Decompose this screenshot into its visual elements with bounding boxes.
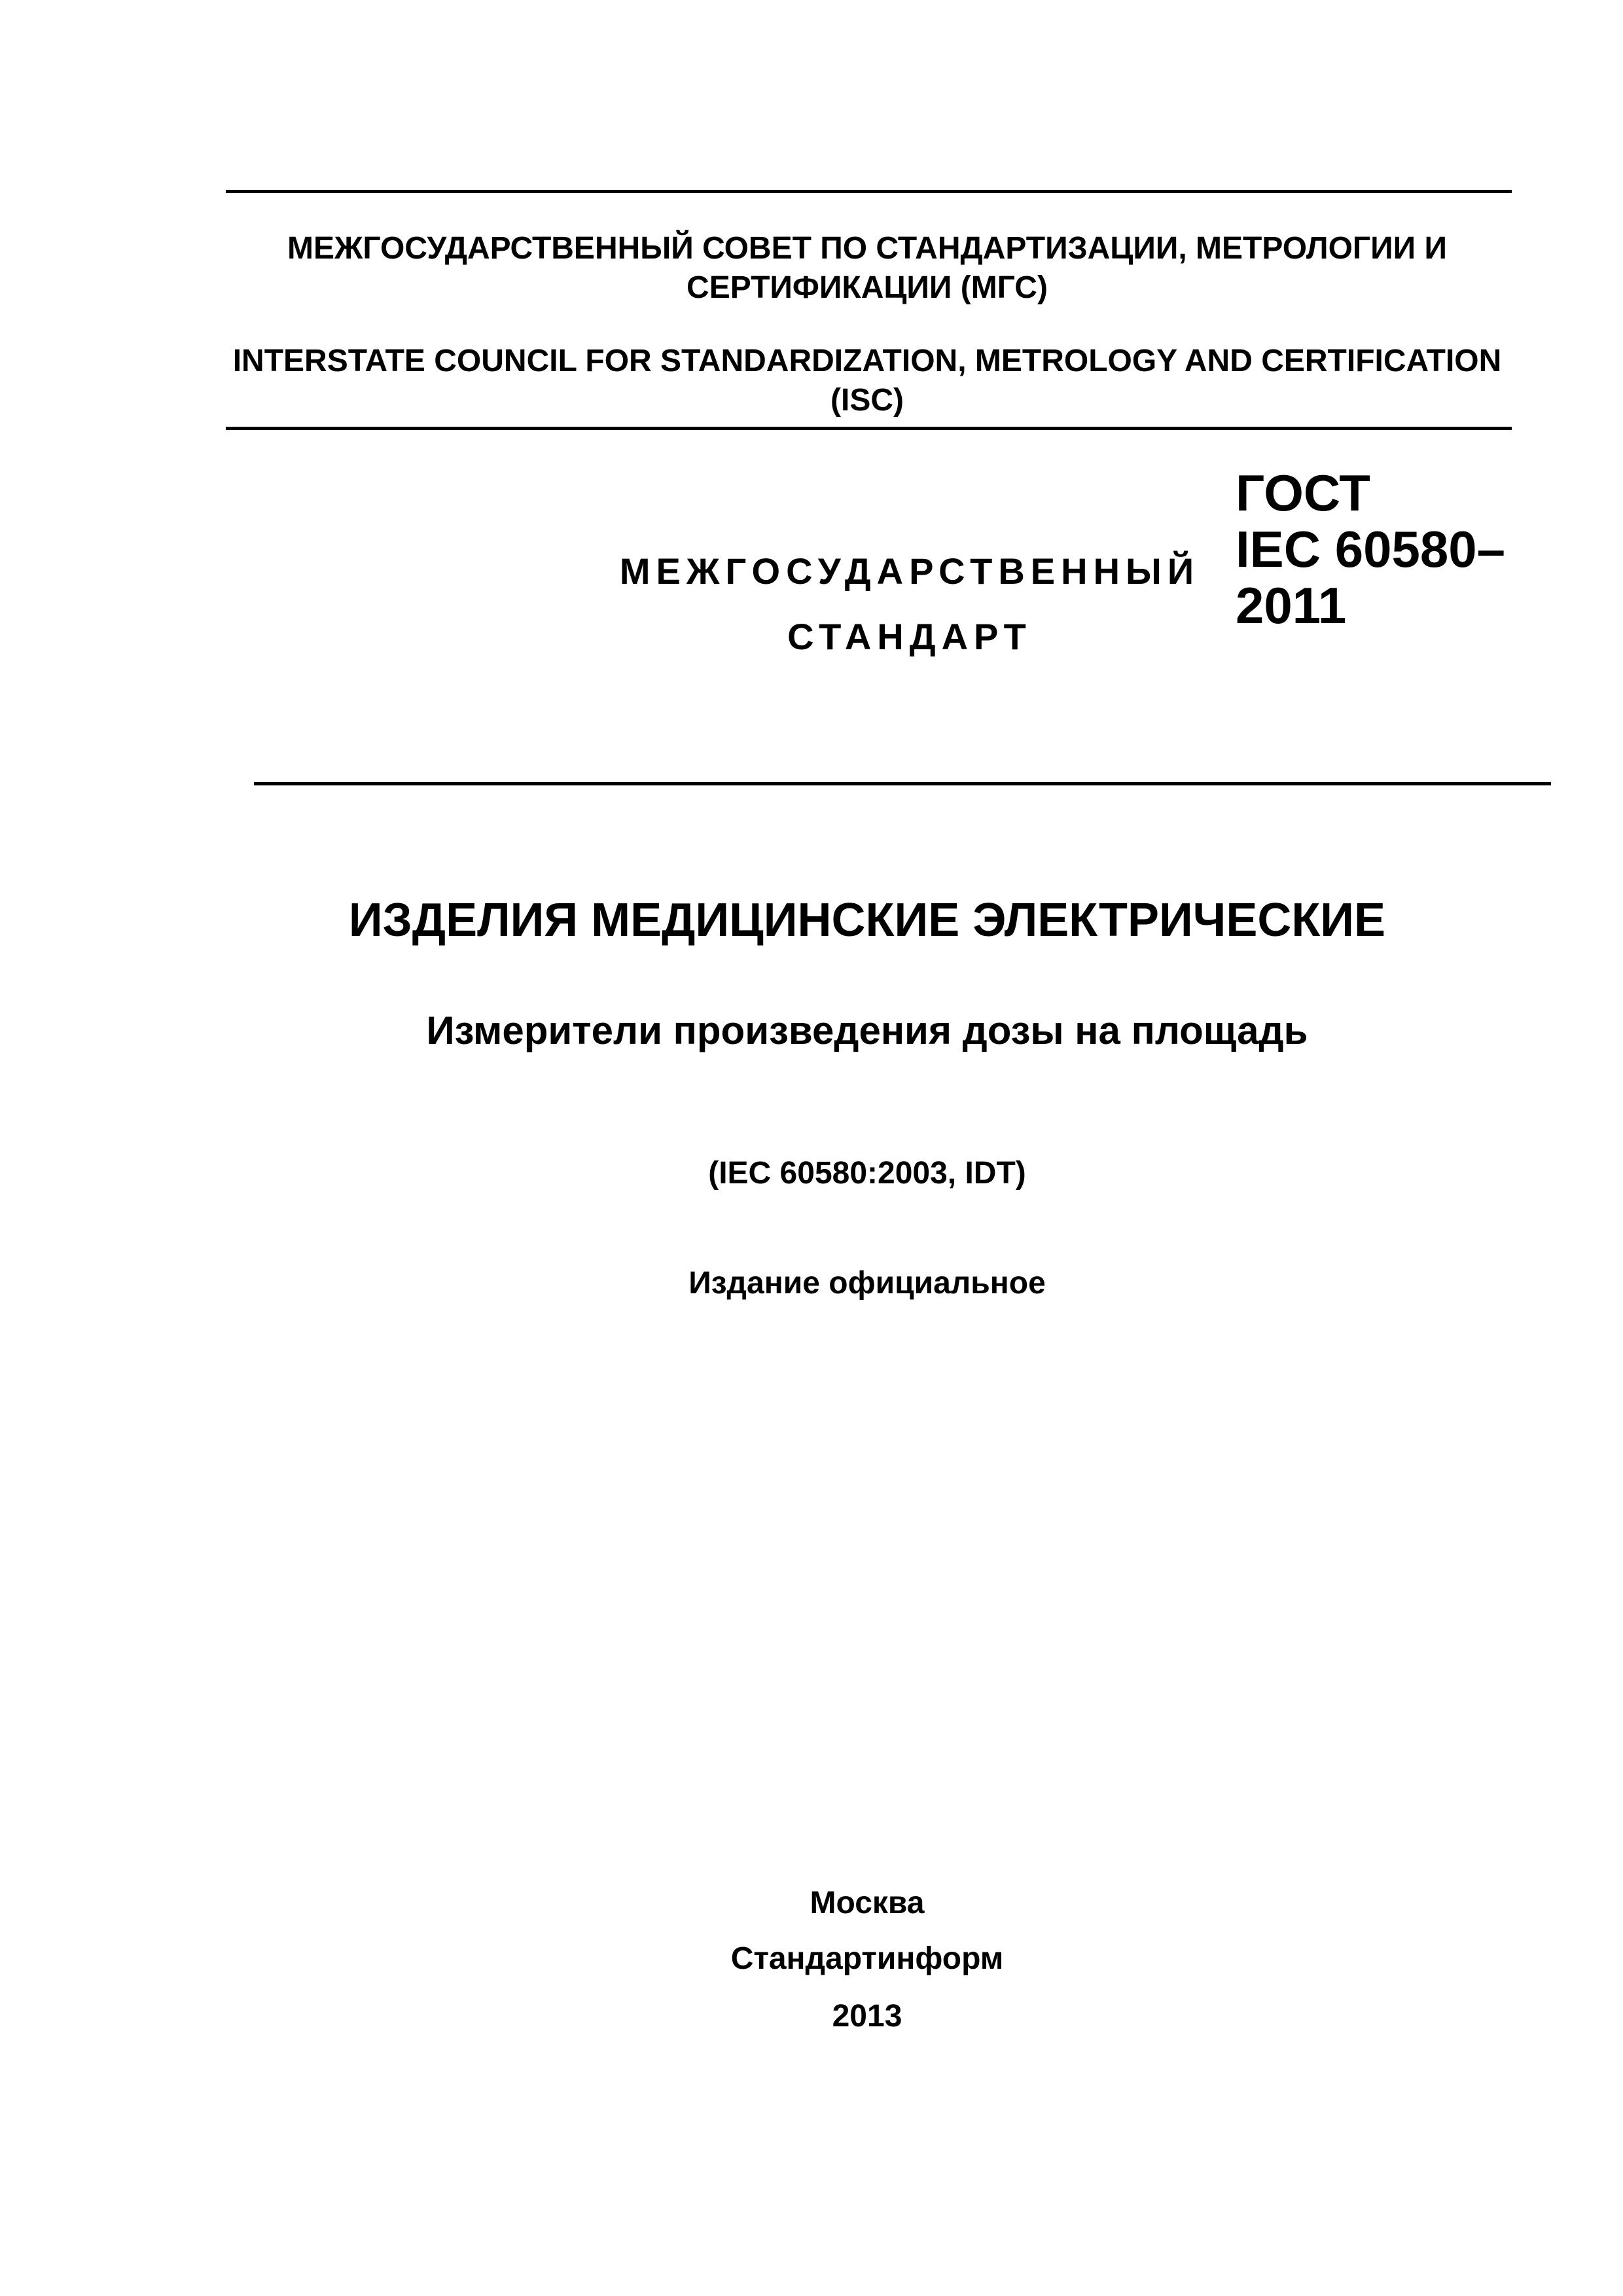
document-title: ИЗДЕЛИЯ МЕДИЦИНСКИЕ ЭЛЕКТРИЧЕСКИЕ bbox=[348, 894, 1386, 946]
header-bottom-rule bbox=[226, 427, 1512, 430]
edition-note: Издание официальное bbox=[688, 1266, 1046, 1300]
council-name-en: INTERSTATE COUNCIL FOR STANDARDIZATION, METROLOGY AND CERTIFICATION (ISC) bbox=[232, 344, 1502, 418]
standard-number: ГОСТ IEC 60580– 2011 bbox=[1236, 464, 1505, 634]
header-top-rule bbox=[226, 190, 1512, 193]
iec-reference: (IEC 60580:2003, IDT) bbox=[708, 1156, 1026, 1191]
imprint-year: 2013 bbox=[832, 1999, 902, 2034]
standard-type-line2: СТАНДАРТ bbox=[787, 616, 1032, 657]
document-subtitle: Измерители произведения дозы на площадь bbox=[426, 1009, 1308, 1052]
council-name-ru: МЕЖГОСУДАРСТВЕННЫЙ СОВЕТ ПО СТАНДАРТИЗАЦИИ, МЕТРОЛОГИИ И СЕРТИФИКАЦИИ (МГС) bbox=[287, 231, 1447, 305]
imprint-city: Москва bbox=[810, 1886, 925, 1920]
standard-type-line1: МЕЖГОСУДАРСТВЕННЫЙ bbox=[619, 550, 1200, 592]
imprint-publisher: Стандартинформ bbox=[730, 1941, 1004, 1976]
title-separator-rule bbox=[254, 782, 1551, 785]
